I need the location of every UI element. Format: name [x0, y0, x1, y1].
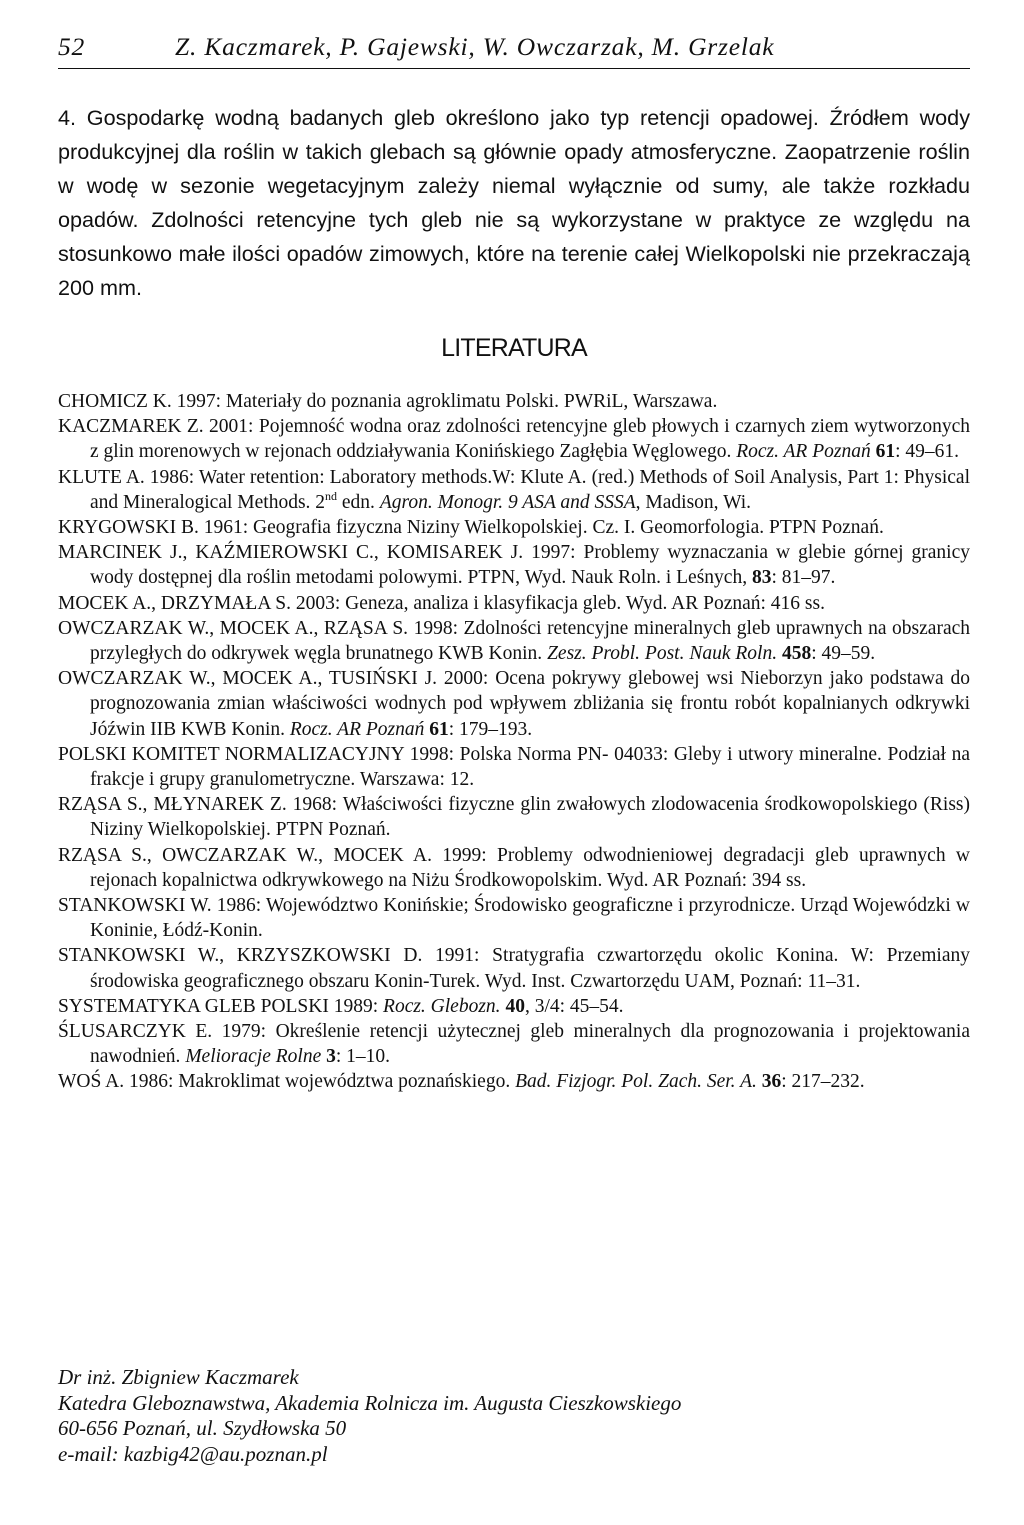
reference-item: [58, 465, 970, 515]
reference-text: WOŚ A. 1986: Makroklimat województwa poznańskiego.: [58, 1071, 516, 1093]
reference-volume: 83: [751, 567, 772, 589]
reference-text: OWCZARZAK W., MOCEK A., RZĄSA S. 1998: Zdolności retencyjne mineralnych gleb uprawnych na obszarach przyległych do odkrywek węgla brunatnego KWB Konin.: [58, 617, 970, 665]
reference-list: [58, 389, 970, 1095]
reference-item: [58, 666, 970, 742]
reference-item: [58, 792, 970, 842]
reference-text: MOCEK A., DRZYMAŁA S. 2003: Geneza, analiza i klasyfikacja gleb. Wyd. AR Poznań: 416 ss.: [58, 592, 825, 614]
reference-text: : 81–97.: [771, 567, 836, 589]
reference-text: OWCZARZAK W., MOCEK A., TUSIŃSKI J. 2000: Ocena pokrywy glebowej wsi Nieborzyn jako podstawa do prognozowania zmian właściwości wodnych pod wpływem zbliżania się frontu robót kopalnianych odkrywki Jóźwin IIB KWB Konin.: [58, 668, 970, 740]
reference-text: KRYGOWSKI B. 1961: Geografia fizyczna Niziny Wielkopolskiej. Cz. I. Geomorfologia. PTPN Poznań.: [58, 517, 884, 539]
author-affiliation: [58, 1365, 970, 1467]
reference-superscript: nd: [325, 488, 338, 503]
reference-volume: 61: [429, 718, 449, 740]
reference-item: [58, 994, 970, 1019]
reference-text: CHOMICZ K. 1997: Materiały do poznania agroklimatu Polski. PWRiL, Warszawa.: [58, 391, 718, 412]
reference-text: SYSTEMATYKA GLEB POLSKI 1989:: [58, 995, 384, 1017]
reference-item: [58, 943, 970, 993]
reference-italic: Rocz. Glebozn.: [383, 995, 501, 1017]
author-department: Katedra Gleboznawstwa, Akademia Rolnicza im. Augusta Cieszkowskiego: [58, 1390, 682, 1415]
reference-text: STANKOWSKI W., KRZYSZKOWSKI D. 1991: Stratygrafia czwartorzędu okolic Konina. W: Przemiany środowiska geograficznego obszaru Konin-Turek. Wyd. Inst. Czwartorzędu UAM, Poznań: 11–31.: [58, 945, 970, 992]
reference-text: : 49–59.: [811, 643, 876, 665]
reference-volume: 3: [326, 1046, 336, 1068]
reference-text: RZĄSA S., OWCZARZAK W., MOCEK A. 1999: Problemy odwodnieniowej degradacji gleb uprawnych w rejonach kopalnictwa odkrywkowego na Niżu Środkowopolskim. Wyd. AR Poznań: 394 ss.: [58, 844, 970, 891]
reference-item: [58, 389, 970, 414]
reference-item: [58, 591, 970, 616]
reference-text: POLSKI KOMITET NORMALIZACYJNY 1998: Polska Norma PN- 04033: Gleby i utwory mineralne. Podział na frakcje i grupy granulometryczne. Warszawa: 12.: [58, 743, 970, 791]
reference-text: STANKOWSKI W. 1986: Województwo Konińskie; Środowisko geograficzne i przyrodnicze. Urząd Wojewódzki w Koninie, Łódź-Konin.: [58, 895, 970, 942]
reference-text: : 49–61.: [895, 441, 960, 463]
reference-italic: Rocz. AR Poznań: [736, 441, 871, 463]
reference-text: : 179–193.: [448, 718, 533, 740]
reference-item: [58, 1069, 970, 1094]
author-address: 60-656 Poznań, ul. Szydłowska 50: [58, 1416, 347, 1440]
reference-italic: Zesz. Probl. Post. Nauk Roln.: [547, 643, 778, 665]
reference-volume: 61: [875, 441, 896, 463]
reference-text: MARCINEK J., KAŹMIEROWSKI C., KOMISAREK J. 1997: Problemy wyznaczania w glebie górnej granicy wody dostępnej dla roślin metodami polowymi. PTPN, Wyd. Nauk Roln. i Leśnych,: [58, 542, 970, 589]
reference-item: [58, 540, 970, 590]
reference-text: , Madison, Wi.: [635, 491, 751, 513]
page-number: 52: [58, 32, 86, 61]
author-name: Dr inż. Zbigniew Kaczmarek: [58, 1365, 299, 1389]
author-email: e-mail: kazbig42@au.poznan.pl: [58, 1441, 328, 1466]
reference-text: KLUTE A. 1986: Water retention: Laboratory methods.W: Klute A. (red.) Methods of Soil Analysis, Part 1: Physical and Mineralogical Methods. 2: [58, 466, 970, 513]
reference-volume: 40: [505, 995, 525, 1017]
reference-text: , 3/4: 45–54.: [524, 995, 624, 1017]
reference-text: ŚLUSARCZYK E. 1979: Określenie retencji użytecznej gleb mineralnych dla prognozowania i projektowania nawodnień.: [58, 1021, 970, 1068]
reference-italic: Rocz. AR Poznań: [289, 718, 425, 740]
reference-item: [58, 414, 970, 464]
reference-item: [58, 515, 970, 540]
reference-text: KACZMAREK Z. 2001: Pojemność wodna oraz zdolności retencyjne gleb płowych i czarnych ziem wytworzonych z glin morenowych w rejonach oddziaływania Konińskiego Zagłębia Węglowego.: [58, 416, 970, 463]
reference-italic: Melioracje Rolne: [185, 1046, 322, 1068]
reference-volume: 458: [781, 643, 812, 665]
reference-text: RZĄSA S., MŁYNAREK Z. 1968: Właściwości fizyczne glin zwałowych zlodowacenia środkowopolskiego (Riss) Niziny Wielkopolskiej. PTPN Poznań.: [58, 794, 970, 841]
reference-text: edn.: [337, 491, 380, 513]
reference-italic: Bad. Fizjogr. Pol. Zach. Ser. A.: [515, 1071, 757, 1093]
references-heading: LITERATURA: [441, 334, 587, 362]
running-head: [58, 28, 970, 69]
reference-text: : 217–232.: [781, 1071, 865, 1093]
conclusion-paragraph: 4. Gospodarkę wodną badanych gleb określono jako typ retencji opadowej. Źródłem wody produkcyjnej dla roślin w takich glebach są głównie opady atmosferyczne. Zaopatrzenie roślin w wodę w sezonie wegetacyjnym zależy niemal wyłącznie od sumy, ale także rozkładu opadów. Zdolności retencyjne tych gleb nie są wykorzystane w praktyce ze względu na stosunkowo małe ilości opadów zimowych, które na terenie całej Wielkopolski nie przekraczają 200 mm.: [58, 105, 970, 300]
reference-text: : 1–10.: [335, 1046, 391, 1068]
reference-item: [58, 843, 970, 893]
reference-item: [58, 616, 970, 666]
reference-item: [58, 893, 970, 943]
reference-item: [58, 1019, 970, 1069]
reference-italic: Agron. Monogr. 9 ASA and SSSA: [379, 491, 636, 513]
reference-volume: 36: [761, 1071, 782, 1093]
running-head-authors: Z. Kaczmarek, P. Gajewski, W. Owczarzak, M. Grzelak: [175, 32, 775, 61]
reference-item: [58, 742, 970, 792]
